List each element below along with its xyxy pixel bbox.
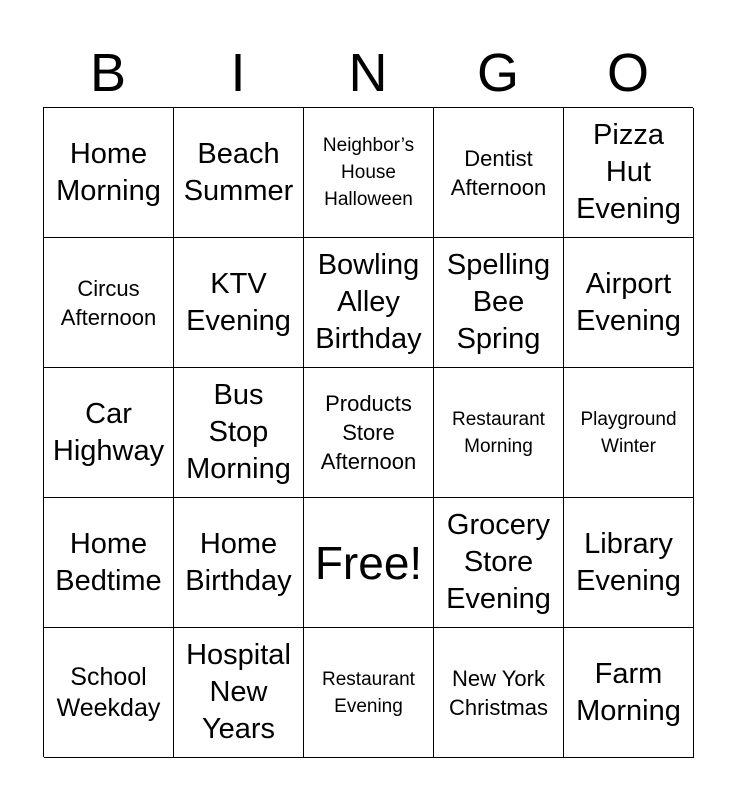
bingo-cell[interactable] (44, 368, 174, 498)
cell-text: Car Highway (52, 397, 165, 467)
cell-text: Library Evening (576, 527, 681, 597)
cell-text: Hospital New Years (186, 639, 291, 745)
bingo-cell[interactable] (304, 628, 434, 758)
bingo-cell[interactable] (564, 238, 694, 368)
cell-text: Dentist Afternoon (450, 145, 547, 200)
header-letter-n: N (348, 43, 388, 103)
cell-text: Free! (314, 536, 423, 589)
cell-text: Restaurant Evening (322, 668, 415, 717)
cell-text: Home Morning (56, 137, 161, 207)
bingo-cell[interactable] (564, 368, 694, 498)
cell-text: Pizza Hut Evening (576, 119, 681, 225)
bingo-cell[interactable] (174, 368, 304, 498)
cell-text: Bus Stop Morning (186, 379, 291, 485)
bingo-cell[interactable] (174, 238, 304, 368)
bingo-cell[interactable] (44, 108, 174, 238)
bingo-header (43, 38, 693, 108)
cell-text: Beach Summer (183, 137, 294, 207)
bingo-cell[interactable] (434, 368, 564, 498)
cell-text: Grocery Store Evening (446, 509, 551, 615)
cell-text: Home Bedtime (55, 527, 162, 597)
cell-text: Bowling Alley Birthday (315, 249, 422, 355)
header-letter-o: O (606, 43, 649, 103)
bingo-board (43, 107, 693, 757)
cell-text: School Weekday (56, 662, 161, 722)
cell-text: Farm Morning (576, 657, 681, 727)
cell-text: KTV Evening (186, 267, 291, 337)
cell-text: Spelling Bee Spring (446, 249, 551, 355)
cell-text: Neighbor’s House Halloween (322, 135, 415, 210)
bingo-cell[interactable] (304, 108, 434, 238)
bingo-cell[interactable] (174, 498, 304, 628)
bingo-cell[interactable] (564, 498, 694, 628)
cell-text: Circus Afternoon (60, 275, 157, 330)
header-letter-g: G (476, 43, 519, 103)
cell-text: Restaurant Morning (452, 408, 545, 457)
bingo-cell[interactable] (304, 238, 434, 368)
bingo-cell[interactable] (434, 108, 564, 238)
bingo-cell[interactable] (434, 628, 564, 758)
cell-text: Playground Winter (580, 408, 677, 457)
bingo-cell[interactable] (44, 238, 174, 368)
cell-text: Home Birthday (185, 527, 292, 597)
bingo-cell[interactable] (44, 628, 174, 758)
bingo-cell[interactable] (44, 498, 174, 628)
header-letter-i: I (230, 43, 246, 103)
bingo-cell[interactable] (434, 238, 564, 368)
bingo-cell[interactable] (174, 108, 304, 238)
bingo-cell[interactable] (304, 368, 434, 498)
cell-text: Products Store Afternoon (320, 391, 417, 474)
bingo-cell[interactable] (564, 628, 694, 758)
cell-text: Airport Evening (576, 267, 681, 337)
cell-text: New York Christmas (448, 665, 548, 720)
bingo-cell[interactable] (174, 628, 304, 758)
bingo-cell[interactable] (434, 498, 564, 628)
header-letter-b: B (89, 43, 127, 103)
free-space-cell[interactable] (304, 498, 434, 628)
bingo-cell[interactable] (564, 108, 694, 238)
